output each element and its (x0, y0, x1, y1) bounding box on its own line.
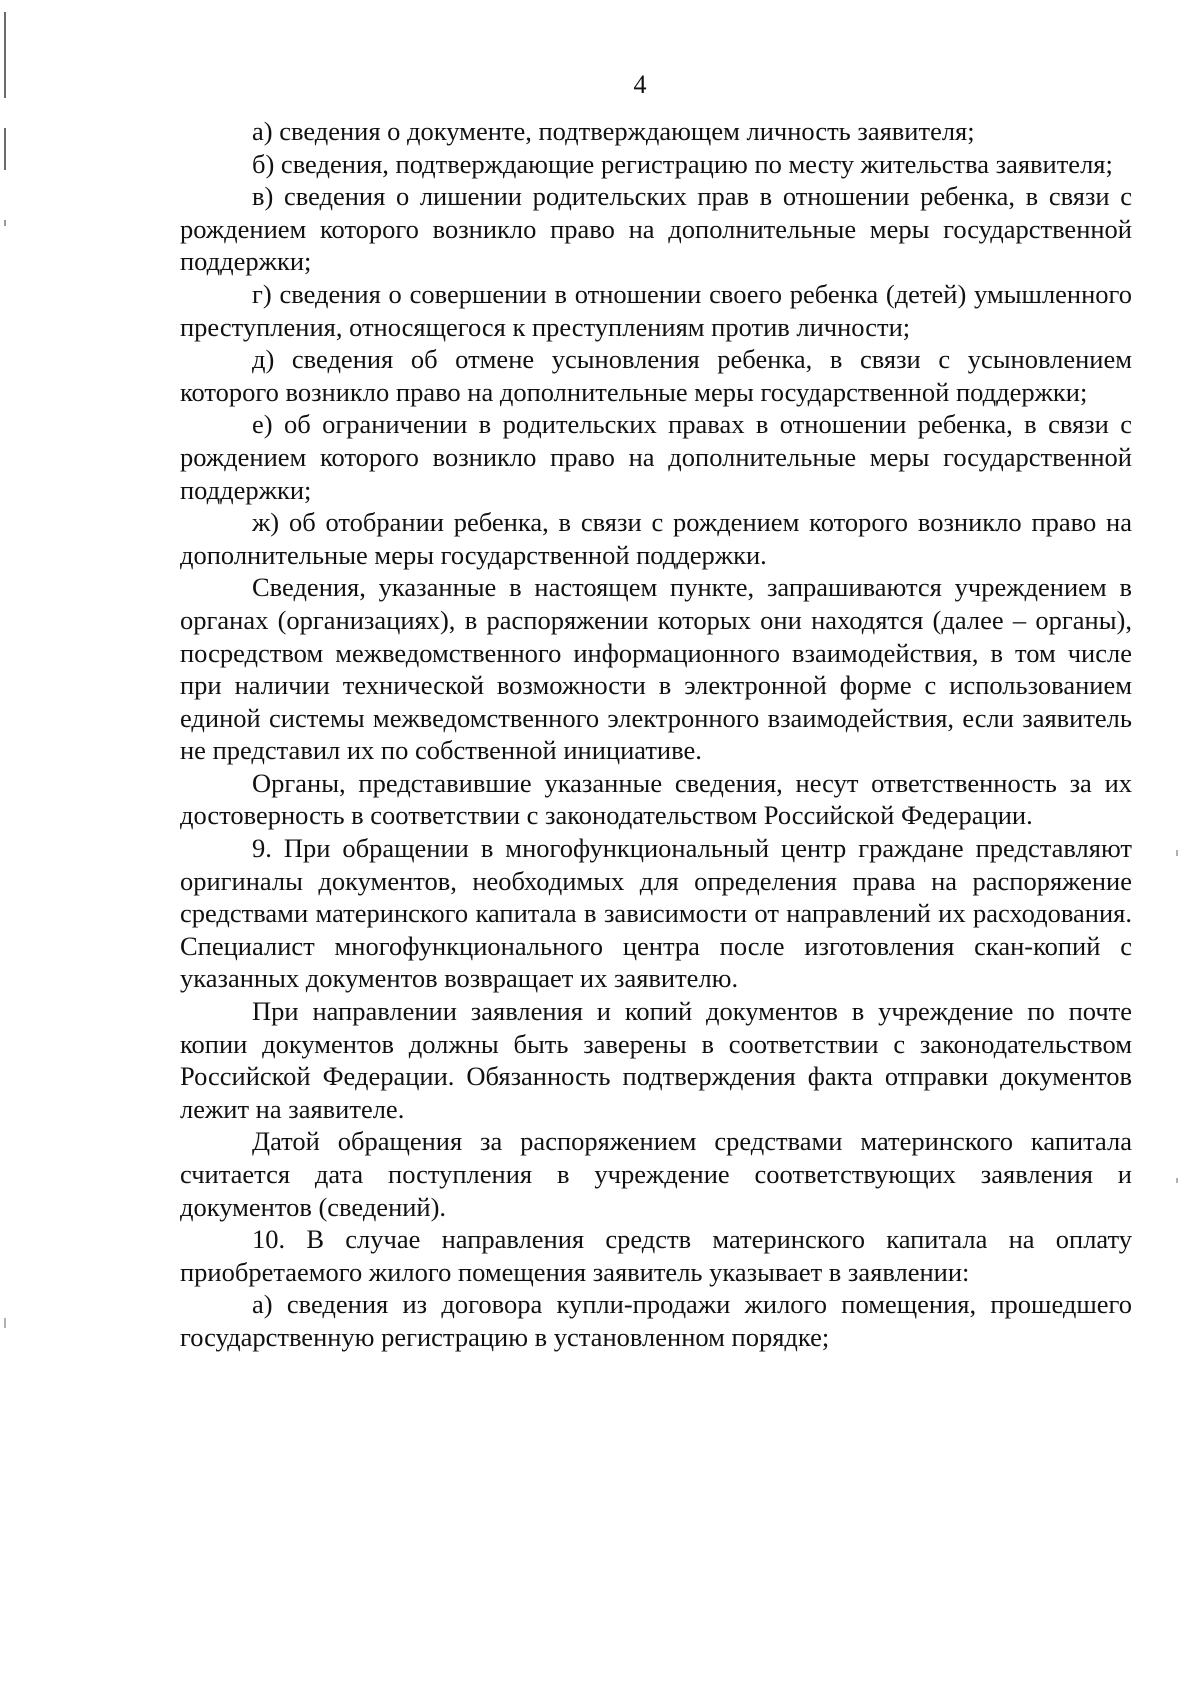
paragraph-clause-9: 9. При обращении в многофункциональный центр граждане представляют оригиналы документов, необходимых для определения права на распоряжение средствами материнского капитала в зависимости от направлений их расходования. Специалист многофункционального центра после изготовления скан-копий с указанных документов возвращает их заявителю. (180, 833, 1132, 994)
document-body (180, 115, 1132, 1354)
paragraph-item-a-identity: а) сведения о документе, подтверждающем личность заявителя; (252, 116, 975, 146)
paragraph-item-b-registration: б) сведения, подтверждающие регистрацию по месту жительства заявителя; (252, 148, 1113, 179)
scan-edge-mark (4, 220, 6, 226)
paragraph-interagency-request: Сведения, указанные в настоящем пункте, запрашиваются учреждением в органах (организациях), в распоряжении которых они находятся (далее – органы), посредством межведомственного информационного взаимодействия, в том числе при наличии технической возможности в электронной форме с использованием единой системы межведомственного электронного взаимодействия, если заявитель не представил их по собственной инициативе. (180, 572, 1132, 766)
scan-speck (1176, 850, 1178, 856)
paragraph-clause-10: 10. В случае направления средств материнского капитала на оплату приобретаемого жилого помещения заявитель указывает в заявлении: (180, 1224, 1132, 1287)
scan-speck (1176, 1178, 1178, 1183)
paragraph-item-zh-removal: ж) об отобрании ребенка, в связи с рождением которого возникло право на дополнительные меры государственной поддержки. (180, 507, 1132, 570)
paragraph-item-g-crime: г) сведения о совершении в отношении своего ребенка (детей) умышленного преступления, относящегося к преступлениям против личности; (180, 278, 1132, 342)
paragraph-clause-10-item-a: а) сведения из договора купли-продажи жилого помещения, прошедшего государственную регистрацию в установленном порядке; (180, 1289, 1132, 1352)
scan-edge-mark (4, 128, 6, 170)
scan-speck (4, 1318, 6, 1328)
paragraph-item-e-restriction: е) об ограничении в родительских правах в отношении ребенка, в связи с рождением которого возникло право на дополнительные меры государственной поддержки; (180, 409, 1132, 505)
page-number: 4 (633, 70, 647, 99)
paragraph-item-v-deprivation: в) сведения о лишении родительских прав в отношении ребенка, в связи с рождением которого возникло право на дополнительные меры государственной поддержки; (180, 181, 1132, 277)
paragraph-item-d-adoption-cancel: д) сведения об отмене усыновления ребенка, в связи с усыновлением которого возникло право на дополнительные меры государственной поддержки; (180, 344, 1132, 407)
paragraph-agency-responsibility: Органы, представившие указанные сведения, несут ответственность за их достоверность в соответствии с законодательством Российской Федерации. (180, 767, 1132, 831)
paragraph-application-date: Датой обращения за распоряжением средствами материнского капитала считается дата поступления в учреждение соответствующих заявления и документов (сведений). (180, 1126, 1132, 1222)
paragraph-postal-submission: При направлении заявления и копий документов в учреждение по почте копии документов должны быть заверены в соответствии с законодательством Российской Федерации. Обязанность подтверждения факта отправки документов лежит на заявителе. (180, 996, 1132, 1124)
